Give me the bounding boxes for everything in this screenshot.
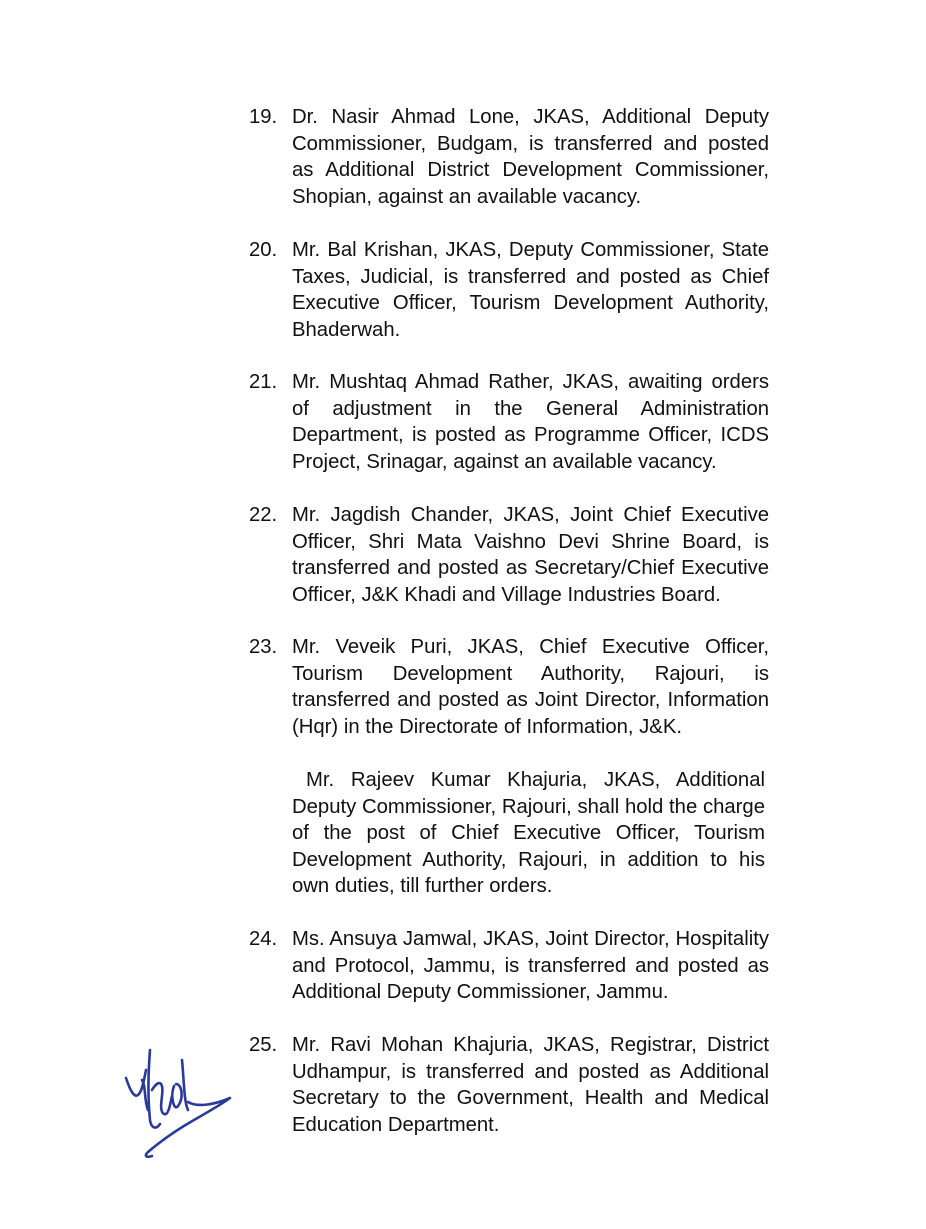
item-number: 25.: [249, 1034, 278, 1056]
item-number: 24.: [249, 928, 278, 950]
item-text: Mr. Veveik Puri, JKAS, Chief Executive Officer, Tourism Development Authority, Rajouri, is transferred and posted as Joint Director, Information (Hqr) in the Directorate of Information, J&K.: [292, 636, 769, 738]
order-item-23: [249, 634, 769, 740]
item-number: 19.: [249, 106, 278, 128]
order-item-21: [249, 369, 769, 475]
order-item-25: [249, 1032, 769, 1138]
order-item-23-note: Mr. Rajeev Kumar Khajuria, JKAS, Additional Deputy Commissioner, Rajouri, shall hold the charge of the post of Chief Executive Officer, Tourism Development Authority, Rajouri, in addition to his own duties, till further orders.: [292, 769, 765, 898]
order-item-22: [249, 502, 769, 608]
item-text: Mr. Ravi Mohan Khajuria, JKAS, Registrar, District Udhampur, is transferred and posted as Additional Secretary to the Government, Health and Medical Education Department.: [292, 1034, 769, 1136]
item-text: Mr. Jagdish Chander, JKAS, Joint Chief Executive Officer, Shri Mata Vaishno Devi Shrine Board, is transferred and posted as Secretary/Chief Executive Officer, J&K Khadi and Village Industries Board.: [292, 504, 769, 606]
item-text: Ms. Ansuya Jamwal, JKAS, Joint Director, Hospitality and Protocol, Jammu, is transferred and posted as Additional Deputy Commissioner, Jammu.: [292, 928, 769, 1004]
item-text: Mr. Bal Krishan, JKAS, Deputy Commissioner, State Taxes, Judicial, is transferred and posted as Chief Executive Officer, Tourism Development Authority, Bhaderwah.: [292, 239, 769, 341]
item-number: 23.: [249, 636, 278, 658]
order-item-20: [249, 237, 769, 343]
handwritten-signature: [118, 1040, 243, 1165]
item-number: 22.: [249, 504, 278, 526]
item-text: Dr. Nasir Ahmad Lone, JKAS, Additional Deputy Commissioner, Budgam, is transferred and posted as Additional District Development Commissioner, Shopian, against an available vacancy.: [292, 106, 769, 208]
order-item-19: [249, 104, 769, 210]
order-item-24: [249, 926, 769, 1006]
item-text: Mr. Mushtaq Ahmad Rather, JKAS, awaiting orders of adjustment in the General Administration Department, is posted as Programme Officer, ICDS Project, Srinagar, against an available vacancy.: [292, 371, 769, 473]
item-number: 20.: [249, 239, 278, 261]
item-number: 21.: [249, 371, 278, 393]
